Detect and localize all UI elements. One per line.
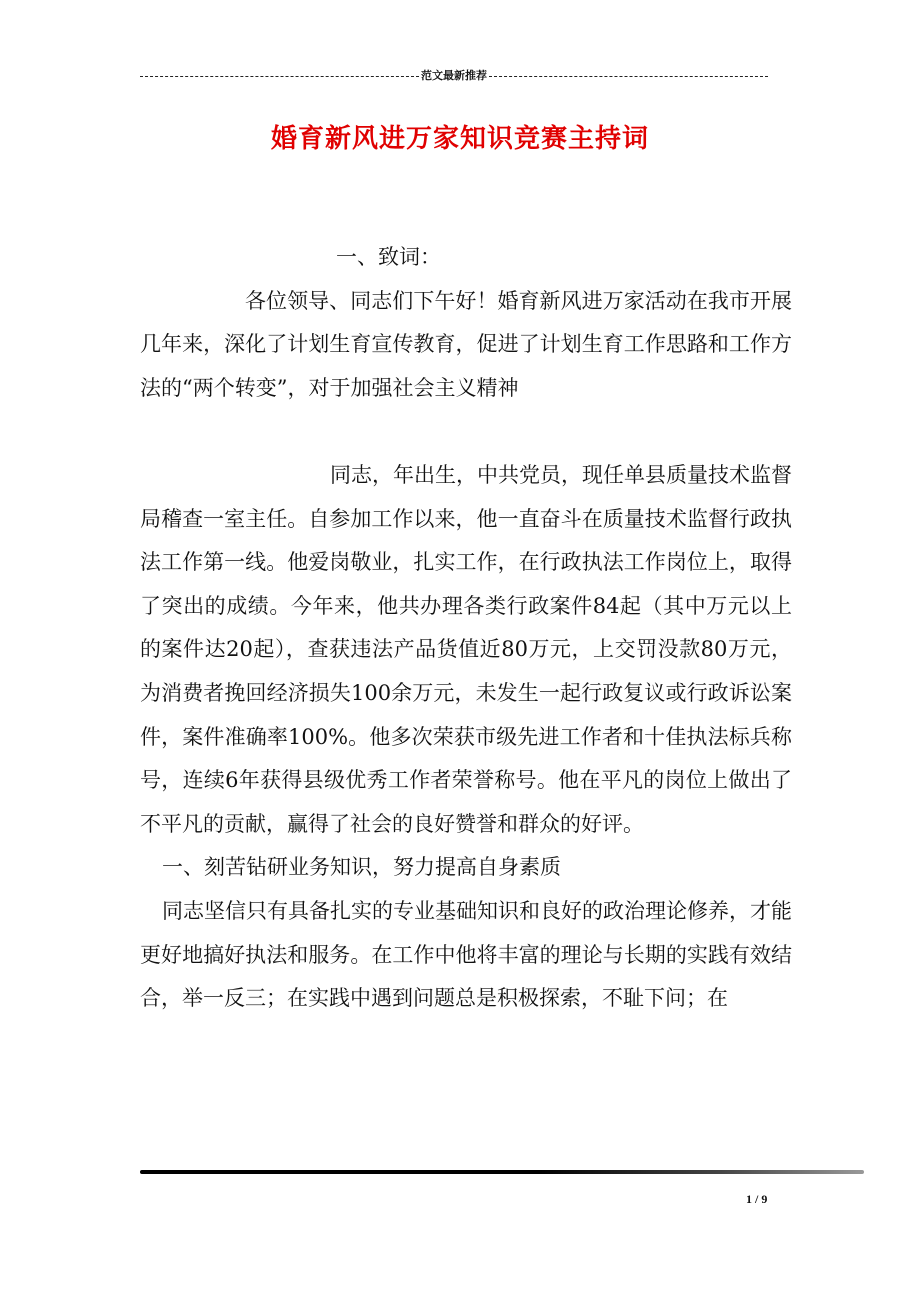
document-body xyxy=(140,236,792,1021)
section-body-paragraph: 同志坚信只有具备扎实的专业基础知识和良好的政治理论修养，才能更好地搞好执法和服务。在工作中他将丰富的理论与长期的实践有效结合，举一反三；在实践中遇到问题总是积极探索，不耻下问；在 xyxy=(140,898,792,1011)
intro-paragraph: 同志，年出生，中共党员，现任单县质量技术监督局稽查一室主任。自参加工作以来，他一直奋斗在质量技术监督行政执法工作第一线。他爱岗敬业，扎实工作，在行政执法工作岗位上，取得了突出的成绩。今年来，他共办理各类行政案件84起（其中万元以上的案件达20起），查获违法产品货值近80万元，上交罚没款80万元，为消费者挽回经济损失100余万元，未发生一起行政复议或行政诉讼案件，案件准确率100%。他多次荣获市级先进工作者和十佳执法标兵称号，连续6年获得县级优秀工作者荣誉称号。他在平凡的岗位上做出了不平凡的贡献，赢得了社会的良好赞誉和群众的好评。 xyxy=(140,462,792,836)
page-number: 1 / 9 xyxy=(746,1192,768,1206)
header-dash-left xyxy=(140,76,419,77)
section-heading: 一、刻苦钻研业务知识，努力提高自身素质 xyxy=(162,855,561,880)
header-dash-right xyxy=(489,76,768,77)
section-heading-greeting: 一、致词： xyxy=(336,245,441,269)
footer-divider xyxy=(140,1170,864,1174)
page-header xyxy=(140,66,768,86)
greeting-paragraph: 各位领导、同志们下午好！婚育新风进万家活动在我市开展几年来，深化了计划生育宣传教育，促进了计划生育工作思路和工作方法的“两个转变”，对于加强社会主义精神 xyxy=(140,288,792,400)
document-title: 婚育新风进万家知识竞赛主持词 xyxy=(270,124,649,154)
header-label: 范文最新推荐 xyxy=(421,69,487,82)
